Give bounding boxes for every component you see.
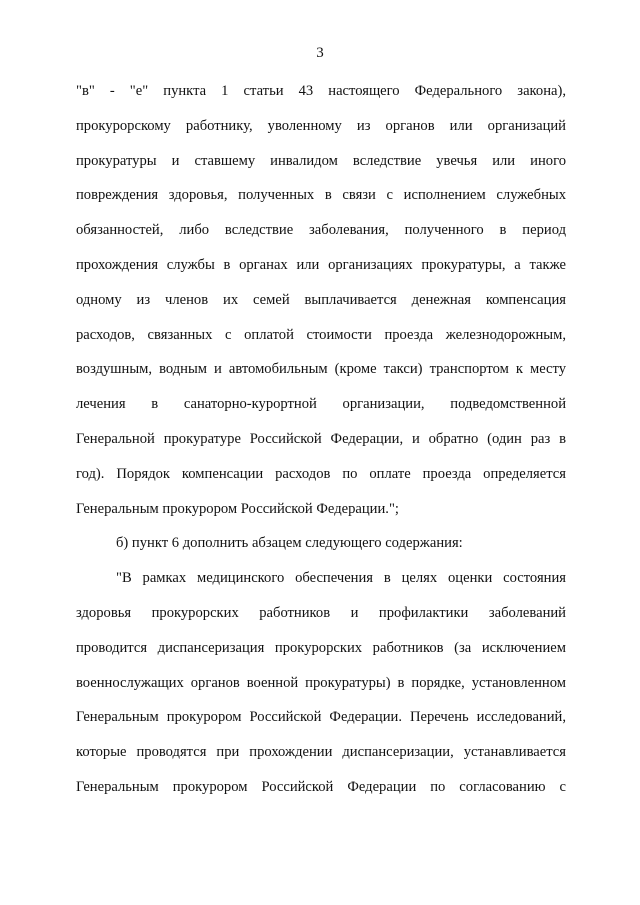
- text-line: проводится диспансеризация прокурорских работников (за исключением: [76, 639, 566, 656]
- page-number: 3: [316, 45, 324, 61]
- text-line: одному из членов их семей выплачивается денежная компенсация: [76, 291, 566, 308]
- text-line: "в" - "е" пункта 1 статьи 43 настоящего Федерального закона),: [76, 83, 566, 99]
- text-line: Генеральной прокуратуре Российской Федерации, и обратно (один раз в: [76, 430, 566, 447]
- text-line: "В рамках медицинского обеспечения в целях оценки состояния: [116, 570, 566, 587]
- text-line: прокуратуры и ставшему инвалидом вследствие увечья или иного: [76, 152, 566, 169]
- body-text: [76, 74, 566, 805]
- paragraph-quoted-text: [76, 561, 566, 805]
- text-line: прокурорскому работнику, уволенному из органов или организаций: [76, 117, 566, 134]
- text-line: Генеральным прокурором Российской Федерации по согласованию с: [76, 778, 566, 795]
- text-line: расходов, связанных с оплатой стоимости проезда железнодорожным,: [76, 326, 566, 343]
- text-line: обязанностей, либо вследствие заболевания, полученного в период: [76, 222, 566, 239]
- text-line: б) пункт 6 дополнить абзацем следующего содержания:: [116, 535, 463, 552]
- text-line: прохождения службы в органах или организациях прокуратуры, а также: [76, 256, 566, 273]
- text-line: воздушным, водным и автомобильным (кроме такси) транспортом к месту: [76, 361, 566, 378]
- text-line: год). Порядок компенсации расходов по оплате проезда определяется: [76, 465, 566, 482]
- text-line: которые проводятся при прохождении диспансеризации, устанавливается: [76, 744, 566, 761]
- text-line: здоровья прокурорских работников и профилактики заболеваний: [76, 604, 566, 621]
- text-line: Генеральным прокурором Российской Федерации.";: [76, 500, 399, 517]
- paragraph-continuation: [76, 74, 566, 526]
- text-line: повреждения здоровья, полученных в связи с исполнением служебных: [76, 187, 566, 204]
- text-line: военнослужащих органов военной прокуратуры) в порядке, установленном: [76, 674, 566, 691]
- text-line: Генеральным прокурором Российской Федерации. Перечень исследований,: [76, 709, 566, 726]
- text-line: лечения в санаторно-курортной организации, подведомственной: [76, 396, 566, 413]
- paragraph-amendment-item: [76, 526, 566, 561]
